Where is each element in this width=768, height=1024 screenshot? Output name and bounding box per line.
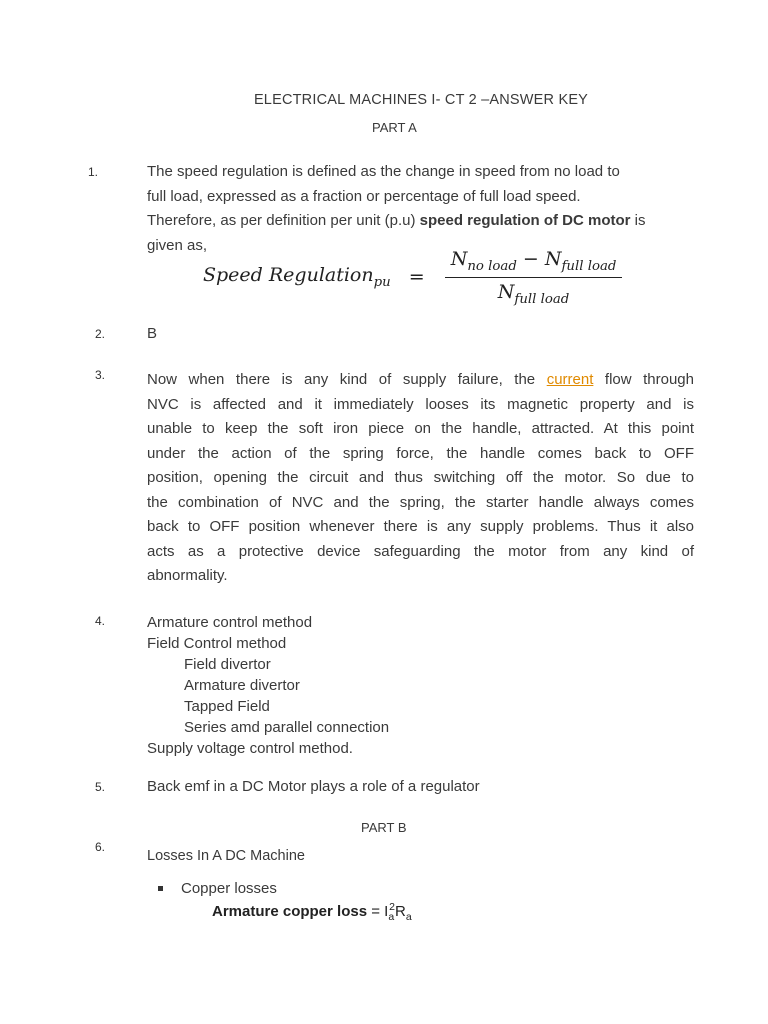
question-number-2: 2. — [95, 327, 106, 341]
question-number-1: 1. — [88, 165, 99, 179]
answer-3-line: position, opening the circuit and thus switching off the motor. So due to — [147, 469, 694, 486]
answer-3-line: acts as a protective device safeguarding the motor from any kind of — [147, 542, 694, 560]
speed-regulation-formula — [203, 248, 622, 307]
numerator-n2: N — [544, 248, 562, 270]
armature-copper-loss-line — [212, 901, 412, 923]
numerator-n1-sub: no load — [467, 258, 517, 274]
answer-1-line: given as, — [147, 236, 208, 254]
method-item: Field Control method — [147, 635, 287, 652]
answer-2-text: B — [147, 325, 158, 342]
answer-3-line: the combination of NVC and the spring, the starter handle always comes — [147, 493, 694, 511]
answer-3-line: unable to keep the soft iron piece on the handle, attracted. At this point — [147, 420, 694, 437]
answer-1-text — [147, 160, 697, 258]
method-item: Armature control method — [147, 614, 313, 631]
formula-lhs-text: Speed Regulation — [203, 264, 374, 287]
answer-5-text: Back emf in a DC Motor plays a role of a regulator — [147, 778, 480, 795]
answer-4-list — [147, 612, 389, 759]
part-a-heading: PART A — [372, 120, 417, 135]
answer-3-text — [147, 368, 694, 589]
answer-1-bold-term: speed regulation of DC motor — [419, 212, 631, 229]
losses-heading: Losses In A DC Machine — [147, 848, 305, 864]
question-number-4: 4. — [95, 614, 106, 628]
answer-3-line-pre: Now when there is any kind of supply failure, the — [147, 371, 547, 388]
answer-1-line-pre: Therefore, as per definition per unit (p.u) — [147, 212, 420, 229]
answer-3-line: under the action of the spring force, the handle comes back to OFF — [147, 444, 694, 462]
formula-equals: = — [408, 266, 425, 289]
answer-1-line: The speed regulation is defined as the change in speed from no load to — [147, 163, 620, 180]
armature-resistance: R — [395, 903, 406, 920]
numerator-minus: − — [522, 248, 539, 270]
formula-numerator — [445, 248, 623, 278]
answer-3-line: back to OFF position whenever there is any supply problems. Thus it also — [147, 518, 694, 535]
answer-3-line: abnormality. — [147, 567, 228, 584]
formula-fraction — [445, 248, 623, 307]
answer-1-line — [147, 209, 697, 234]
answer-3-line-post: flow through — [593, 371, 694, 388]
armature-copper-loss-label: Armature copper loss — [212, 903, 368, 920]
denominator-sub: full load — [514, 291, 570, 307]
sub-method-item: Armature divertor — [184, 677, 300, 694]
sub-method-item: Field divertor — [184, 656, 271, 673]
question-number-5: 5. — [95, 780, 106, 794]
document-title: ELECTRICAL MACHINES I- CT 2 –ANSWER KEY — [253, 92, 589, 108]
answer-3-line: NVC is affected and it immediately looses its magnetic property and is — [147, 395, 694, 413]
method-item: Supply voltage control method. — [147, 740, 353, 757]
copper-losses-item: Copper losses — [181, 880, 277, 897]
numerator-n1: N — [450, 248, 468, 270]
armature-resistance-sub: a — [405, 911, 412, 923]
armature-eq-text: = I — [367, 903, 389, 920]
answer-3-line — [147, 368, 694, 393]
part-b-heading: PART B — [361, 820, 407, 835]
bullet-icon — [158, 886, 163, 891]
formula-denominator — [445, 278, 623, 307]
question-number-6: 6. — [95, 840, 106, 854]
formula-lhs — [203, 264, 391, 290]
numerator-n2-sub: full load — [561, 258, 617, 274]
denominator-n: N — [497, 280, 515, 303]
question-number-3: 3. — [95, 368, 106, 382]
current-link[interactable]: current — [546, 371, 594, 388]
answer-1-line-post: is — [630, 212, 646, 229]
formula-lhs-sub: pu — [373, 275, 391, 291]
sub-method-item: Series amd parallel connection — [184, 719, 390, 736]
armature-current-sub: a — [388, 911, 395, 923]
armature-square-sup: 2 — [389, 901, 395, 913]
sub-method-item: Tapped Field — [184, 698, 270, 715]
answer-1-line: full load, expressed as a fraction or percentage of full load speed. — [147, 187, 581, 205]
